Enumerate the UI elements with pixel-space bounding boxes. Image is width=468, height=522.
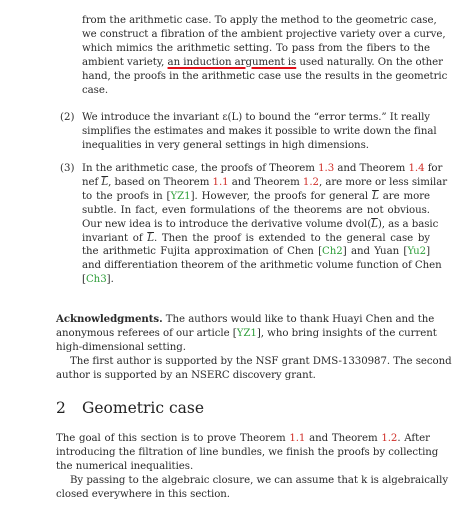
section-title: Geometric case xyxy=(82,399,205,417)
text-fragment: In the arithmetic case, the proofs of Theorem xyxy=(82,163,319,174)
math-symbol: $\overline{L}$ xyxy=(372,190,379,202)
theorem-link[interactable]: 1.1 xyxy=(289,433,306,444)
text-line: the numerical inequalities. xyxy=(56,460,194,472)
list-item-2 xyxy=(82,111,437,153)
section-number: 2 xyxy=(56,399,66,417)
text-fragment: for xyxy=(424,163,443,174)
text-line xyxy=(82,56,443,70)
text-line xyxy=(82,245,430,259)
text-line xyxy=(82,232,430,246)
text-line: By passing to the algebraic closure, we can assume that k is algebraically xyxy=(70,474,449,486)
text-fragment: anonymous referees of our article [ xyxy=(56,327,237,339)
text-fragment: used naturally. On the other xyxy=(296,56,443,68)
text-line: introducing the filtration of line bundles, we finish the proofs by collecting xyxy=(56,446,439,458)
math-symbol: $\overline{L}$ xyxy=(371,218,378,230)
math-symbol: $\overline{L}$ xyxy=(101,176,109,188)
list-item-3 xyxy=(82,162,448,287)
text-fragment: ] and Yuan [ xyxy=(342,246,408,258)
text-line xyxy=(82,273,430,287)
citation-link[interactable]: Ch3 xyxy=(85,274,107,286)
theorem-link[interactable]: 1.4 xyxy=(408,163,425,174)
text-line: we construct a fibration of the ambient projective variety over a curve, xyxy=(82,28,446,40)
acknowledgments xyxy=(56,313,452,383)
text-fragment: , based on Theorem xyxy=(108,176,213,188)
acknowledgments-heading: Acknowledgments. xyxy=(56,313,163,325)
text-line: which mimics the arithmetic setting. To pass from the fibers to the xyxy=(82,42,430,54)
text-line: simplifies the estimates and makes it possible to write down the final xyxy=(82,125,437,137)
text-fragment: and Theorem xyxy=(305,433,382,444)
text-line: hand, the proofs in the arithmetic case use the results in the geometric xyxy=(82,70,448,82)
text-fragment: are more xyxy=(378,190,430,202)
list-item-number: (3) xyxy=(60,163,75,174)
list-item-number: (2) xyxy=(60,112,75,123)
text-line xyxy=(56,327,437,341)
text-fragment: , are more or less similar xyxy=(318,176,448,188)
text-line: closed everywhere in this section. xyxy=(56,488,230,500)
text-fragment: nef xyxy=(82,176,102,188)
text-fragment: and Theorem xyxy=(334,163,409,174)
section-body xyxy=(56,432,449,502)
text-line xyxy=(82,218,439,232)
text-line: subtle. In fact, even formulations of the theorems are not obvious. xyxy=(82,204,430,216)
text-line xyxy=(82,162,443,176)
text-fragment: . Then the proof is extended to the general case by xyxy=(154,232,430,244)
text-fragment: ]. xyxy=(106,274,114,286)
text-fragment: The authors would like to thank Huayi Chen and the xyxy=(162,314,435,325)
text-fragment: Our new idea is to introduce the derivative volume dvol( xyxy=(82,218,372,230)
text-line: from the arithmetic case. To apply the method to the geometric case, xyxy=(82,15,437,26)
text-fragment: ], who bring insights of the current xyxy=(256,327,437,339)
theorem-link[interactable]: 1.3 xyxy=(318,163,335,174)
text-fragment: ), as a basic xyxy=(377,218,439,230)
text-fragment: and Theorem xyxy=(228,176,303,188)
text-line: inequalities in very general settings in high dimensions. xyxy=(82,139,369,151)
citation-link[interactable]: YZ1 xyxy=(236,327,257,339)
citation-link[interactable]: YZ1 xyxy=(170,190,191,202)
text-line: We introduce the invariant ε(L) to bound the “error terms.” It really xyxy=(82,112,430,123)
text-fragment: to the proofs in [ xyxy=(82,190,171,202)
text-line xyxy=(56,432,430,446)
highlighted-phrase: an induction argument is xyxy=(167,56,297,68)
text-fragment: the arithmetic Fujita approximation of Chen [ xyxy=(82,246,323,258)
text-fragment: . After xyxy=(397,433,430,444)
text-fragment: [ xyxy=(82,274,86,286)
text-line xyxy=(82,176,448,190)
text-line: and differentiation theorem of the arithmetic volume function of Chen xyxy=(82,260,442,272)
text-fragment: The goal of this section is to prove Theorem xyxy=(56,433,290,444)
text-line: author is supported by an NSERC discovery grant. xyxy=(56,369,316,381)
theorem-link[interactable]: 1.1 xyxy=(212,176,229,188)
text-line xyxy=(56,313,435,327)
text-line xyxy=(82,190,430,204)
paragraph-item1-continued xyxy=(82,14,448,97)
text-fragment: invariant of xyxy=(82,232,148,244)
text-line: high-dimensional setting. xyxy=(56,341,186,353)
citation-link[interactable]: Yu2 xyxy=(407,246,427,258)
theorem-link[interactable]: 1.2 xyxy=(381,433,398,444)
text-line: case. xyxy=(82,84,109,96)
text-fragment: ambient variety, xyxy=(82,56,168,68)
citation-link[interactable]: Ch2 xyxy=(322,246,343,258)
text-fragment: ]. However, the proofs for general xyxy=(190,190,373,202)
text-line: The first author is supported by the NSF grant DMS-1330987. The second xyxy=(70,355,452,367)
theorem-link[interactable]: 1.2 xyxy=(302,176,319,188)
math-symbol: $\overline{L}$ xyxy=(147,232,155,244)
section-heading xyxy=(56,398,204,418)
text-fragment: ] xyxy=(426,246,430,258)
